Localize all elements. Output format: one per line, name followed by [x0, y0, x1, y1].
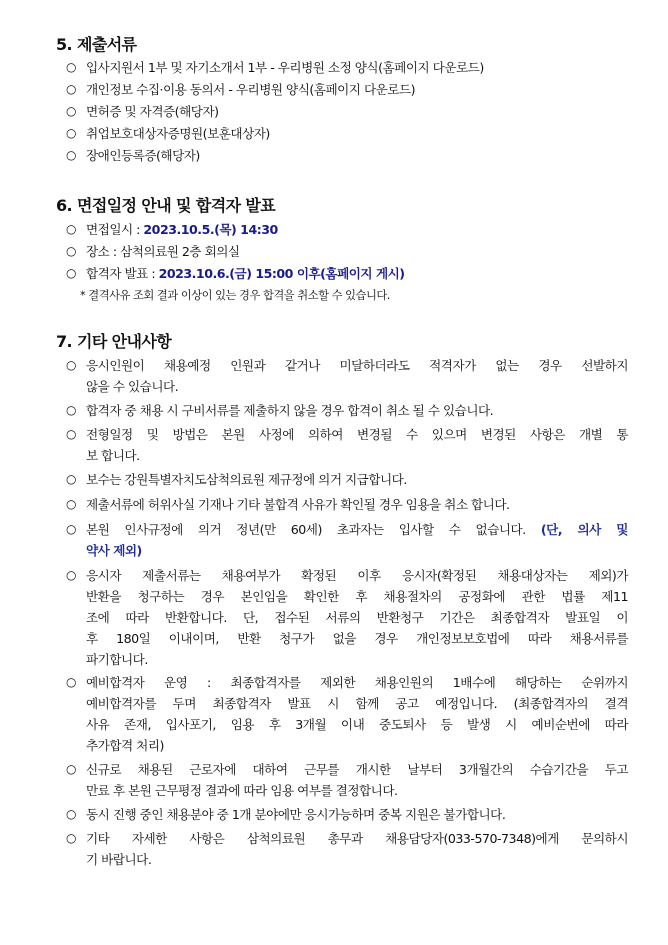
disqualification-note: * 결격사유 조회 결과 이상이 있는 경우 합격을 취소할 수 있습니다.: [80, 289, 390, 302]
circle-bullet-icon: ○: [66, 82, 76, 96]
section-title-documents: 5. 제출서류: [56, 35, 137, 54]
list-item: ○ 동시 진행 중인 채용분야 중 1개 분야에만 응시가능하며 중복 지원은 불가합니다.: [66, 804, 628, 825]
list-item: [66, 123, 628, 144]
section-title-other-info: 7. 기타 안내사항: [56, 332, 172, 351]
circle-bullet-icon: ○: [66, 126, 76, 140]
item-text: 입사지원서 1부 및 자기소개서 1부 - 우리병원 소정 양식(홈페이지 다운로드): [86, 60, 484, 75]
item-text: 취업보호대상자증명원(보훈대상자): [86, 126, 270, 141]
list-item: [66, 263, 628, 284]
circle-bullet-icon: ○: [66, 403, 76, 417]
item-text: 면허증 및 자격증(해당자): [86, 104, 219, 119]
section-title-interview: 6. 면접일정 안내 및 합격자 발표: [56, 196, 276, 215]
circle-bullet-icon: ○: [66, 427, 76, 441]
list-item: ○ 전형일정 및 방법은 본원 사정에 의하여 변경될 수 있으며 변경된 사항은 개별 통 보 합니다.: [66, 424, 628, 466]
circle-bullet-icon: ○: [66, 522, 76, 536]
circle-bullet-icon: ○: [66, 244, 76, 258]
item-text: 장애인등록증(해당자): [86, 148, 200, 163]
list-item: ○ 응시자 제출서류는 채용여부가 확정된 이후 응시자(확정된 채용대상자는 제외)가 반환을 청구하는 경우 본인임을 확인한 후 채용절차의 공정화에 관한 법률 제11 조에 따라 반환합니다. 단, 접수된 서류의 반환청구 기간은 최종합격자 발표일 이 후 180일 이내이며, 반환 청구가 없을 경우 개인정보보호법에 따라 채용서류를 파기합니다.: [66, 565, 628, 670]
list-item: [66, 219, 628, 240]
list-item: ○ 제출서류에 허위사실 기재나 기타 불합격 사유가 확인될 경우 임용을 취소 합니다.: [66, 494, 628, 515]
list-item: ○ 합격자 중 채용 시 구비서류를 제출하지 않을 경우 합격이 취소 될 수 있습니다.: [66, 400, 628, 421]
list-item: ○ 기타 자세한 사항은 삼척의료원 총무과 채용담당자(033-570-7348)에게 문의하시 기 바랍니다.: [66, 828, 628, 870]
result-value: 2023.10.6.(금) 15:00 이후(홈페이지 게시): [158, 266, 405, 281]
circle-bullet-icon: ○: [66, 497, 76, 511]
circle-bullet-icon: ○: [66, 472, 76, 486]
list-item: ○ 응시인원이 채용예정 인원과 같거나 미달하더라도 적격자가 없는 경우 선발하지 않을 수 있습니다.: [66, 355, 628, 397]
circle-bullet-icon: ○: [66, 358, 76, 372]
list-item: ○ 보수는 강원특별자치도삼척의료원 제규정에 의거 지급합니다.: [66, 469, 628, 490]
list-item: [66, 101, 628, 122]
interview-place: 장소 : 삼척의료원 2층 회의실: [86, 244, 240, 259]
circle-bullet-icon: ○: [66, 807, 76, 821]
circle-bullet-icon: ○: [66, 266, 76, 280]
circle-bullet-icon: ○: [66, 568, 76, 582]
list-item: [66, 241, 628, 262]
list-item: ○ 본원 인사규정에 의거 정년(만 60세) 초과자는 입사할 수 없습니다. (단, 의사 및 약사 제외): [66, 519, 628, 561]
list-item: [66, 57, 628, 78]
list-item: [66, 79, 628, 100]
exception-note: (단, 의사 및: [540, 522, 628, 537]
circle-bullet-icon: ○: [66, 60, 76, 74]
circle-bullet-icon: ○: [66, 831, 76, 845]
circle-bullet-icon: ○: [66, 104, 76, 118]
circle-bullet-icon: ○: [66, 675, 76, 689]
circle-bullet-icon: ○: [66, 762, 76, 776]
interview-date-value: 2023.10.5.(목) 14:30: [143, 222, 278, 237]
circle-bullet-icon: ○: [66, 222, 76, 236]
item-text: 개인정보 수집·이용 동의서 - 우리병원 양식(홈페이지 다운로드): [86, 82, 416, 97]
list-item: [66, 145, 628, 166]
list-item: ○ 예비합격자 운영 : 최종합격자를 제외한 채용인원의 1배수에 해당하는 순위까지 예비합격자를 두며 최종합격자 발표 시 함께 공고 예정입니다. (최종합격자의 결격 사유 존재, 입사포기, 임용 후 3개월 이내 중도퇴사 등 발생 시 예비순번에 따라 추가합격 처리): [66, 672, 628, 756]
interview-date-label: 면접일시 :: [86, 222, 144, 237]
list-item: ○ 신규로 채용된 근로자에 대하여 근무를 개시한 날부터 3개월간의 수습기간을 두고 만료 후 본원 근무평정 결과에 따라 임용 여부를 결정합니다.: [66, 759, 628, 801]
result-label: 합격자 발표 :: [86, 266, 159, 281]
circle-bullet-icon: ○: [66, 148, 76, 162]
